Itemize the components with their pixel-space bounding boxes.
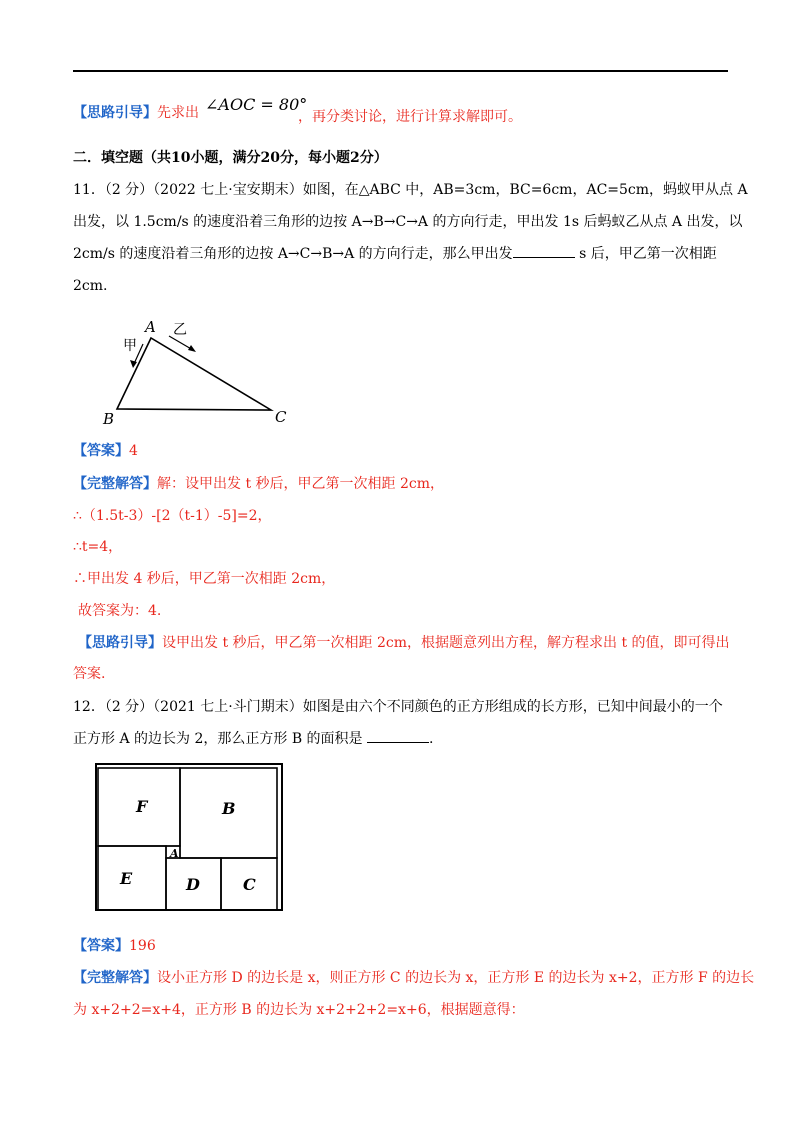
q11-line3 <box>73 245 717 263</box>
q12-solution-row <box>73 969 754 987</box>
q11-line3-pre: 2cm/s 的速度沿着三角形的边按 A→C→B→A 的方向行走，那么甲出发 <box>73 246 513 262</box>
label-f: F <box>136 797 148 816</box>
q11-answer-row <box>73 442 138 460</box>
label-d: D <box>186 875 200 894</box>
hint-text-pre: 先求出 <box>157 105 199 121</box>
hint-tag: 【思路引导】 <box>73 105 157 121</box>
label-e: E <box>120 869 133 888</box>
solution-line: 设小正方形 D 的边长是 x，则正方形 C 的边长为 x，正方形 E 的边长为 x+2，正方形 F 的边长 <box>157 970 755 986</box>
answer-tag: 【答案】 <box>73 443 129 459</box>
q12-line2-post: . <box>429 731 434 747</box>
label-a: A <box>170 847 179 860</box>
q11-line1: 11．（2 分）（2022 七上·宝安期末）如图，在△ABC 中，AB=3cm，BC=6cm，AC=5cm，蚂蚁甲从点 A <box>73 182 748 198</box>
hint-text: 答案. <box>73 666 106 682</box>
vertex-label-a: A <box>145 318 156 336</box>
arrow-jia-head-icon <box>130 360 137 368</box>
solution-line: 故答案为：4. <box>78 603 162 619</box>
solution-line: 为 x+2+2=x+4，正方形 B 的边长为 x+2+2+2=x+6，根据题意得： <box>73 1002 525 1018</box>
section-title: 二．填空题（共10小题，满分20分，每小题2分） <box>73 150 388 166</box>
solution-line: ∴甲出发 4 秒后，甲乙第一次相距 2cm， <box>73 571 336 587</box>
triangle-abc <box>117 338 271 410</box>
q12-line1: 12．（2 分）（2021 七上·斗门期末）如图是由六个不同颜色的正方形组成的长方形，已知中间最小的一个 <box>73 699 723 715</box>
squares-figure <box>94 762 286 914</box>
hint-row <box>73 104 199 122</box>
q11-hint-row <box>78 634 730 652</box>
answer-blank <box>367 730 429 743</box>
q12-line2-pre: 正方形 A 的边长为 2，那么正方形 B 的面积是 <box>73 731 368 747</box>
q11-solution-row <box>73 475 444 493</box>
q11-line3-post: s 后，甲乙第一次相距 <box>574 246 717 262</box>
hint-text-post: ，再分类讨论，进行计算求解即可。 <box>298 109 522 125</box>
arrow-yi-head-icon <box>188 345 196 352</box>
label-c: C <box>243 875 256 894</box>
vertex-label-c: C <box>275 408 287 426</box>
hint-tag: 【思路引导】 <box>78 635 162 651</box>
header-rule <box>73 70 728 72</box>
answer-value: 196 <box>129 938 156 954</box>
solution-tag: 【完整解答】 <box>73 970 157 986</box>
solution-line: 解：设甲出发 t 秒后，甲乙第一次相距 2cm， <box>157 476 444 492</box>
q12-answer-row <box>73 937 156 955</box>
solution-line: ∴t=4， <box>73 539 123 555</box>
solution-line: ∴（1.5t-3）-[2（t-1）-5]=2， <box>73 508 272 524</box>
ant-yi-label: 乙 <box>173 322 187 338</box>
triangle-figure <box>95 312 295 432</box>
answer-blank <box>513 245 575 258</box>
ant-jia-label: 甲 <box>123 338 137 354</box>
angle-aoc-formula: ∠AOC = 80° <box>205 95 308 114</box>
label-b: B <box>222 799 236 818</box>
solution-tag: 【完整解答】 <box>73 476 157 492</box>
q12-line2 <box>73 730 433 748</box>
q11-line4: 2cm. <box>73 278 108 294</box>
answer-value: 4 <box>129 443 138 459</box>
q11-line2: 出发，以 1.5cm/s 的速度沿着三角形的边按 A→B→C→A 的方向行走，甲出发 1s 后蚂蚁乙从点 A 出发，以 <box>73 214 743 230</box>
answer-tag: 【答案】 <box>73 938 129 954</box>
vertex-label-b: B <box>103 410 115 428</box>
hint-text: 设甲出发 t 秒后，甲乙第一次相距 2cm，根据题意列出方程，解方程求出 t 的值，即可得出 <box>162 635 730 651</box>
